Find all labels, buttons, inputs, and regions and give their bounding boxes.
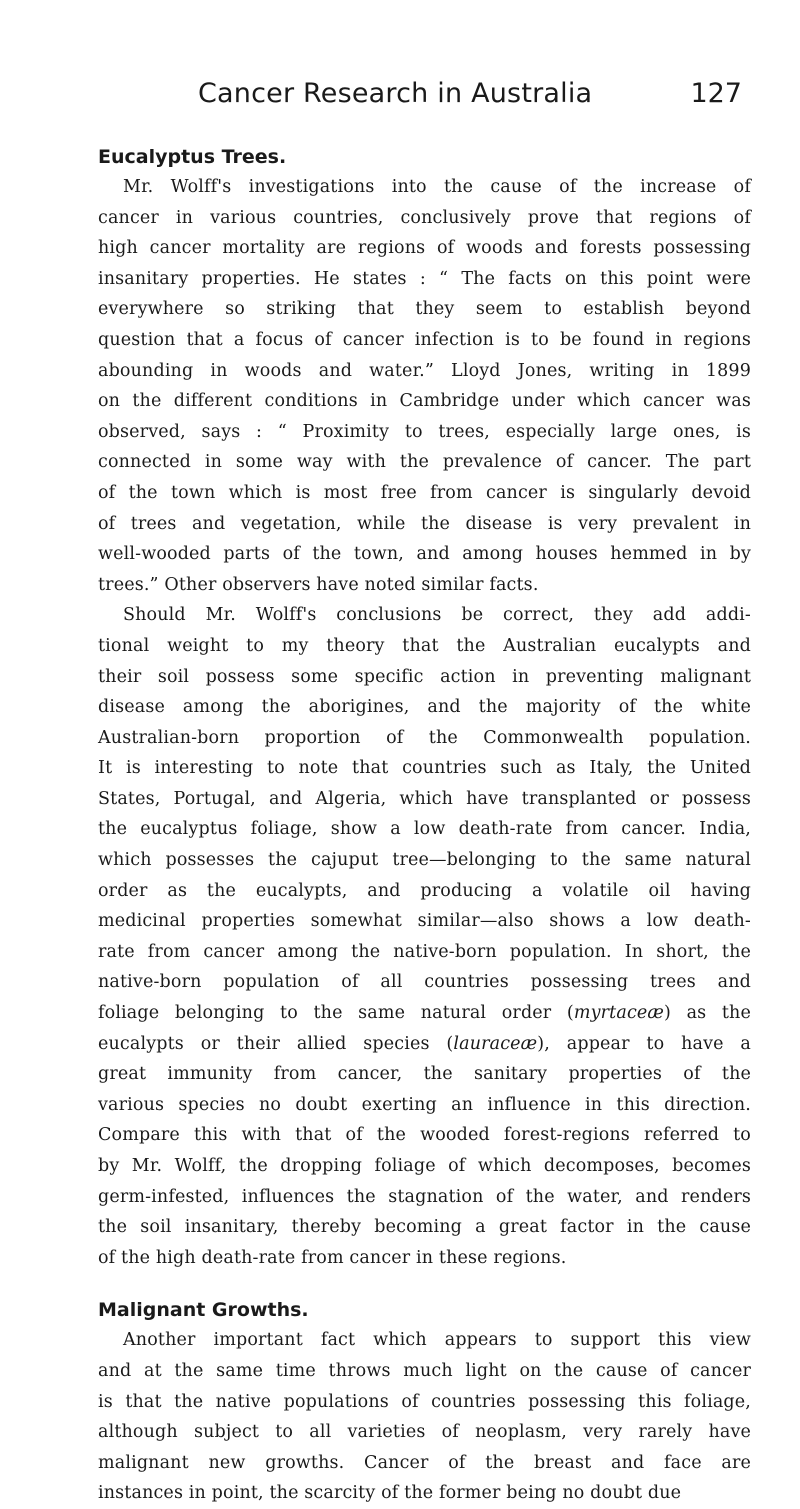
text-line: their soil possess some specific action in preventing malignant — [98, 666, 751, 687]
text-line: germ-infested, influences the stagnation of the water, and renders — [98, 1186, 751, 1207]
text-line: States, Portugal, and Algeria, which have transplanted or possess — [98, 788, 751, 809]
text-line: insanitary properties. He states : “ The facts on this point were — [98, 268, 751, 289]
text-line: Should Mr. Wolff's conclusions be correct, they add addi- — [123, 605, 751, 626]
section-heading: Eucalyptus Trees. — [98, 146, 287, 168]
text-line: connected in some way with the prevalence of cancer. The part — [98, 452, 751, 473]
text-line: although subject to all varieties of neoplasm, very rarely have — [98, 1422, 751, 1443]
text-line: Another important fact which appears to support this view — [123, 1330, 751, 1351]
text-line: malignant new growths. Cancer of the breast and face are — [98, 1452, 751, 1473]
page-number: 127 — [690, 78, 742, 109]
text-line: It is interesting to note that countries such as Italy, the United — [98, 758, 751, 779]
text-line: trees.” Other observers have noted similar facts. — [98, 574, 539, 595]
text-line: order as the eucalypts, and producing a volatile oil having — [98, 880, 751, 901]
text-line: everywhere so striking that they seem to establish beyond — [98, 299, 751, 320]
text-line: cancer in various countries, conclusively prove that regions of — [98, 207, 751, 228]
paragraph — [98, 600, 751, 1273]
text-line: the soil insanitary, thereby becoming a great factor in the cause — [98, 1217, 751, 1238]
text-line: by Mr. Wolff, the dropping foliage of which decomposes, becomes — [98, 1156, 751, 1176]
text-line: on the different conditions in Cambridge under which cancer was — [98, 391, 751, 412]
text-line: great immunity from cancer, the sanitary properties of the — [98, 1064, 751, 1085]
section-heading: Malignant Growths. — [98, 1299, 309, 1322]
text-line: Australian-born proportion of the Commonwealth population. — [98, 727, 751, 748]
text-line: various species no doubt exerting an influence in this direction. — [98, 1094, 751, 1115]
text-line: of the town which is most free from cancer is singularly devoid — [98, 482, 751, 503]
text-line: high cancer mortality are regions of woods and forests possessing — [98, 238, 751, 259]
text-line: instances in point, the scarcity of the former being no doubt due — [98, 1483, 682, 1504]
paragraph — [98, 172, 751, 600]
text-line: of the high death-rate from cancer in these regions. — [98, 1247, 567, 1268]
text-line: medicinal properties somewhat similar—also shows a low death- — [98, 911, 751, 932]
text-line: rate from cancer among the native-born population. In short, the — [98, 941, 751, 962]
running-title: Cancer Research in Australia — [198, 78, 593, 109]
body-text — [98, 142, 751, 1509]
text-line: Mr. Wolff's investigations into the cause of the increase of — [123, 177, 751, 197]
text-line: disease among the aborigines, and the majority of the white — [98, 697, 751, 718]
text-line: Compare this with that of the wooded forest-regions referred to — [98, 1125, 751, 1146]
paragraph — [98, 1325, 751, 1509]
text-line: is that the native populations of countries possessing this foliage, — [98, 1391, 751, 1412]
text-line: and at the same time throws much light on the cause of cancer — [98, 1360, 751, 1381]
text-line: native-born population of all countries possessing trees and — [98, 972, 751, 993]
section-spacer — [98, 1273, 751, 1295]
text-line: question that a focus of cancer infection is to be found in regions — [98, 329, 751, 350]
running-head — [182, 78, 742, 118]
text-line: observed, says : “ Proximity to trees, especially large ones, is — [98, 421, 751, 442]
text-line: tional weight to my theory that the Australian eucalypts and — [98, 635, 751, 656]
text-line: well-wooded parts of the town, and among houses hemmed in by — [98, 544, 751, 565]
text-line: the eucalyptus foliage, show a low death-rate from cancer. India, — [98, 819, 751, 840]
text-line: foliage belonging to the same natural order (myrtaceæ) as the — [98, 1003, 751, 1024]
text-line: abounding in woods and water.” Lloyd Jones, writing in 1899 — [98, 360, 751, 381]
text-line: of trees and vegetation, while the disease is very prevalent in — [98, 513, 751, 534]
text-line: eucalypts or their allied species (lauraceæ), appear to have a — [98, 1033, 751, 1054]
text-line: which possesses the cajuput tree—belonging to the same natural — [98, 850, 751, 871]
